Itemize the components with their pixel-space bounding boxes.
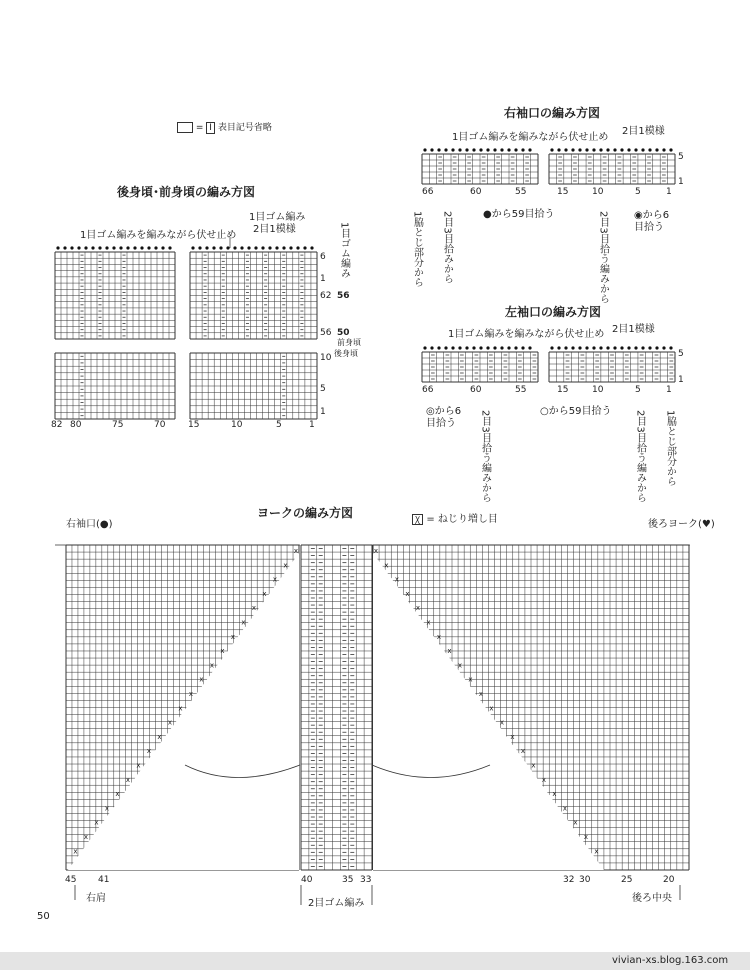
yoke-twist-increase-icon: x: [251, 604, 257, 613]
yoke-twist-increase-icon: x: [541, 775, 547, 784]
body-bindoff-dot: [191, 246, 194, 249]
right-cuff-dot: [599, 148, 602, 151]
body-bindoff-dot: [205, 246, 208, 249]
right-cuff-note-side: 1脇とじ部分から: [411, 211, 423, 288]
left-cuff-col-10: 10: [592, 385, 604, 395]
body-bindoff-dot: [261, 246, 264, 249]
body-col-70: 70: [154, 420, 166, 430]
body-bindoff-dot: [133, 246, 136, 249]
yoke-twist-increase-icon: x: [384, 561, 389, 570]
right-cuff-dot: [641, 148, 644, 151]
left-cuff-dot: [550, 346, 553, 349]
body-bindoff-dot: [282, 246, 285, 249]
right-cuff-dot: [606, 148, 609, 151]
yoke-twist-increase-icon: x: [552, 790, 557, 799]
yoke-twist-increase-icon: x: [220, 647, 225, 656]
body-bindoff-dot: [296, 246, 299, 249]
legend-equals: =: [195, 123, 204, 133]
left-cuff-dot: [669, 346, 672, 349]
left-cuff-col-66: 66: [422, 385, 434, 395]
body-bindoff-dot: [63, 246, 66, 249]
right-cuff-title: 右袖口の編み方図: [504, 106, 601, 120]
left-cuff-dot: [599, 346, 602, 349]
body-bindoff-dot: [275, 246, 278, 249]
left-cuff-dot: [655, 346, 658, 349]
body-bindoff-dot: [240, 246, 243, 249]
yoke-twist-increase-icon: x: [199, 675, 204, 684]
left-cuff-col-15: 15: [557, 385, 569, 395]
left-cuff-note-6: ◎から6目拾う: [426, 406, 462, 429]
yoke-twist-increase-icon: x: [209, 661, 215, 670]
left-cuff-pattern: 2目1模様: [612, 324, 655, 335]
yoke-twist-increase-icon: x: [125, 775, 131, 784]
yoke-legend-text: = ねじり増し目: [426, 514, 498, 525]
body-bindoff-dot: [98, 246, 101, 249]
yoke-twist-increase-icon: x: [146, 747, 152, 756]
body-col-5: 5: [276, 420, 282, 430]
left-cuff-dot: [662, 346, 665, 349]
body-bindoff-dot: [219, 246, 222, 249]
left-cuff-dot: [458, 346, 461, 349]
body-bindoff-dot: [77, 246, 80, 249]
right-cuff-col-10: 10: [592, 187, 604, 197]
yoke-twist-increase-icon: x: [573, 818, 578, 827]
yoke-twist-increase-icon: x: [262, 589, 267, 598]
yoke-twist-increase-icon: x: [241, 618, 246, 627]
body-bindoff-label: 1目ゴム編みを編みながら伏せ止め: [80, 230, 237, 241]
yoke-twist-increase-icon: x: [157, 732, 162, 741]
left-cuff-dot: [585, 346, 588, 349]
yoke-col-25: 25: [621, 875, 633, 885]
right-cuff-row-5: 5: [678, 152, 684, 162]
right-cuff-col-1: 1: [666, 187, 672, 197]
right-cuff-dot: [557, 148, 560, 151]
yoke-col-35: 35: [342, 875, 354, 885]
yoke-twist-increase-icon: x: [468, 675, 473, 684]
body-chart-title: 後身頃･前身頃の編み方図: [117, 185, 256, 199]
left-cuff-dot: [571, 346, 574, 349]
left-cuff-dot: [507, 346, 510, 349]
yoke-twist-increase-icon: x: [531, 761, 536, 770]
yoke-twist-increase-icon: x: [489, 704, 494, 713]
yoke-shoulder-label: 右肩: [86, 893, 106, 904]
left-cuff-dot: [465, 346, 468, 349]
yoke-twist-increase-icon: x: [457, 661, 463, 670]
right-cuff-note-pickup-right: 2目3目拾う編みから: [597, 211, 609, 304]
right-cuff-dot: [571, 148, 574, 151]
left-cuff-bindoff: 1目ゴム編みを編みながら伏せ止め: [448, 329, 605, 340]
body-bindoff-dot: [247, 246, 250, 249]
right-cuff-dot: [444, 148, 447, 151]
left-cuff-dot: [592, 346, 595, 349]
yoke-col-32: 32: [563, 875, 575, 885]
right-cuff-dot: [451, 148, 454, 151]
body-bindoff-dot: [105, 246, 108, 249]
yoke-col-40: 40: [301, 875, 313, 885]
body-bindoff-dot: [91, 246, 94, 249]
left-cuff-dot: [514, 346, 517, 349]
right-cuff-dot: [550, 148, 553, 151]
yoke-twist-increase-icon: x: [94, 818, 99, 827]
yoke-twist-increase-icon: x: [447, 647, 452, 656]
right-cuff-pattern: 2目1模様: [622, 126, 665, 137]
left-cuff-dot: [479, 346, 482, 349]
body-bindoff-dot: [168, 246, 171, 249]
body-grid-left-top: [55, 252, 175, 339]
right-cuff-dot: [465, 148, 468, 151]
left-cuff-note-pickup-right: 2目3目拾う編みから: [634, 410, 646, 503]
yoke-twist-increase-icon: x: [562, 804, 568, 813]
body-bindoff-dot: [119, 246, 122, 249]
yoke-twist-increase-icon: x: [499, 718, 505, 727]
right-cuff-note-6: ◉から6目拾う: [634, 210, 670, 233]
yoke-twist-increase-icon: x: [510, 732, 515, 741]
body-row-50: 50: [337, 328, 350, 338]
body-pattern-rib-label: 1目ゴム編み: [249, 212, 306, 223]
right-cuff-dot: [458, 148, 461, 151]
yoke-back-center-label: 後ろ中央: [632, 893, 672, 904]
yoke-twist-increase-icon: x: [373, 547, 379, 555]
left-cuff-note-side: 1脇とじ部分から: [664, 410, 676, 487]
right-cuff-dot: [627, 148, 630, 151]
left-cuff-title: 左袖口の編み方図: [505, 305, 602, 319]
left-cuff-dot: [613, 346, 616, 349]
yoke-col-41: 41: [98, 875, 110, 885]
body-right-vertical-label: 1目ゴム編み: [338, 222, 350, 279]
right-cuff-row-1: 1: [678, 177, 684, 187]
right-cuff-note-pickup-left: 2目3目拾みから: [441, 211, 453, 284]
yoke-twist-increase-icon: x: [136, 761, 141, 770]
right-cuff-dot: [564, 148, 567, 151]
body-bindoff-dot: [289, 246, 292, 249]
yoke-twist-increase-icon: x: [167, 718, 173, 727]
body-row-62: 62: [320, 291, 332, 301]
body-grid-right-top: [190, 252, 317, 339]
left-cuff-dot: [528, 346, 531, 349]
yoke-col-33: 33: [360, 875, 372, 885]
right-cuff-col-55: 55: [515, 187, 527, 197]
right-cuff-dot: [585, 148, 588, 151]
right-cuff-dot: [521, 148, 524, 151]
page-number: 50: [37, 911, 50, 922]
left-cuff-dot: [641, 346, 644, 349]
left-cuff-dot: [648, 346, 651, 349]
left-cuff-dot: [578, 346, 581, 349]
body-row-56-bold: 56: [337, 291, 350, 301]
right-cuff-dot: [514, 148, 517, 151]
body-front-label: 前身頃: [337, 338, 361, 347]
left-cuff-dot: [451, 346, 454, 349]
yoke-twist-increase-icon: x: [478, 690, 484, 698]
body-bindoff-dot: [212, 246, 215, 249]
body-col-75: 75: [112, 420, 124, 430]
yoke-twist-increase-icon: x: [405, 589, 410, 598]
watermark: vivian-xs.blog.163.com: [612, 955, 729, 966]
left-cuff-note-59: ○から59目拾う: [540, 406, 612, 417]
left-cuff-dot: [564, 346, 567, 349]
right-cuff-dot: [578, 148, 581, 151]
left-cuff-col-55: 55: [515, 385, 527, 395]
body-row-10: 10: [320, 353, 332, 363]
right-cuff-dot: [634, 148, 637, 151]
yoke-legend-twist-icon: Ꭓ: [412, 514, 423, 525]
body-grid-left-bottom: [55, 353, 175, 419]
body-bindoff-dot: [303, 246, 306, 249]
body-bindoff-dot: [268, 246, 271, 249]
right-cuff-dot: [500, 148, 503, 151]
left-cuff-dot: [634, 346, 637, 349]
left-cuff-row-5: 5: [678, 349, 684, 359]
yoke-col-45: 45: [65, 875, 77, 885]
yoke-twist-increase-icon: x: [394, 575, 400, 584]
right-cuff-dot: [437, 148, 440, 151]
body-bindoff-dot: [254, 246, 257, 249]
yoke-twist-increase-icon: x: [178, 704, 183, 713]
body-bindoff-dot: [126, 246, 129, 249]
yoke-twist-increase-icon: x: [520, 747, 526, 756]
body-pattern-repeat-label: 2目1模様: [253, 224, 296, 235]
yoke-left-blank-area: [68, 553, 299, 870]
left-cuff-dot: [521, 346, 524, 349]
right-cuff-note-59: ●から59目拾う: [483, 209, 555, 220]
right-cuff-dot: [507, 148, 510, 151]
body-bindoff-dot: [140, 246, 143, 249]
body-bindoff-dot: [233, 246, 236, 249]
body-col-80: 80: [70, 420, 82, 430]
left-cuff-dot: [493, 346, 496, 349]
legend-text: 表目記号省略: [217, 123, 272, 133]
yoke-twist-increase-icon: x: [115, 790, 120, 799]
right-cuff-dot: [592, 148, 595, 151]
yoke-twist-increase-icon: x: [83, 833, 89, 841]
yoke-twist-increase-icon: x: [415, 604, 421, 613]
left-cuff-dot: [472, 346, 475, 349]
body-col-82: 82: [51, 420, 63, 430]
body-row-6: 6: [320, 252, 326, 262]
body-row-1a: 1: [320, 274, 326, 284]
yoke-col-30: 30: [579, 875, 591, 885]
left-cuff-col-60: 60: [470, 385, 482, 395]
right-cuff-dot: [486, 148, 489, 151]
right-cuff-col-60: 60: [470, 187, 482, 197]
left-cuff-dot: [627, 346, 630, 349]
right-cuff-dot: [620, 148, 623, 151]
right-cuff-dot: [472, 148, 475, 151]
yoke-right-label: 後ろヨーク(♥): [648, 519, 715, 530]
body-bindoff-dot: [161, 246, 164, 249]
body-row-5: 5: [320, 384, 326, 394]
left-cuff-dot: [620, 346, 623, 349]
left-cuff-dot: [423, 346, 426, 349]
yoke-twist-increase-icon: x: [293, 547, 299, 555]
body-bindoff-dot: [198, 246, 201, 249]
body-bindoff-dot: [154, 246, 157, 249]
body-grid-right-bottom: [190, 353, 317, 419]
left-cuff-col-1: 1: [666, 385, 672, 395]
body-row-56: 56: [320, 328, 332, 338]
yoke-twist-increase-icon: x: [104, 804, 110, 813]
body-col-15: 15: [188, 420, 200, 430]
body-bindoff-dot: [147, 246, 150, 249]
right-cuff-dot: [662, 148, 665, 151]
body-bindoff-dot: [70, 246, 73, 249]
body-col-1: 1: [309, 420, 315, 430]
left-cuff-row-1: 1: [678, 375, 684, 385]
left-cuff-dot: [557, 346, 560, 349]
yoke-twist-increase-icon: x: [230, 632, 236, 641]
left-cuff-dot: [606, 346, 609, 349]
right-cuff-dot: [655, 148, 658, 151]
body-bindoff-dot: [84, 246, 87, 249]
left-cuff-col-5: 5: [635, 385, 641, 395]
left-cuff-note-pickup-left: 2目3目拾う編みから: [479, 410, 491, 503]
left-cuff-dot: [500, 346, 503, 349]
left-cuff-dot: [444, 346, 447, 349]
left-cuff-dot: [486, 346, 489, 349]
right-cuff-grid-right: [549, 154, 675, 184]
legend-knit-symbol: Ⅰ: [206, 122, 215, 134]
body-bindoff-dot: [226, 246, 229, 249]
left-cuff-dot: [437, 346, 440, 349]
yoke-twist-increase-icon: x: [594, 847, 599, 856]
right-cuff-dot: [528, 148, 531, 151]
yoke-left-label: 右袖口(●): [66, 519, 113, 530]
right-cuff-bindoff: 1目ゴム編みを編みながら伏せ止め: [452, 132, 609, 143]
yoke-twist-increase-icon: x: [436, 632, 442, 641]
right-cuff-dot: [648, 148, 651, 151]
right-cuff-dot: [423, 148, 426, 151]
body-bindoff-dot: [310, 246, 313, 249]
yoke-twist-increase-icon: x: [583, 833, 589, 841]
yoke-twist-increase-icon: x: [426, 618, 431, 627]
body-row-1b: 1: [320, 407, 326, 417]
right-cuff-col-5: 5: [635, 187, 641, 197]
yoke-twist-increase-icon: x: [283, 561, 288, 570]
yoke-twist-increase-icon: x: [73, 847, 78, 856]
yoke-rib-label: 2目ゴム編み: [308, 898, 365, 909]
body-col-10: 10: [231, 420, 243, 430]
yoke-twist-increase-icon: x: [188, 690, 194, 698]
body-back-label: 後身頃: [334, 349, 358, 358]
right-cuff-col-15: 15: [557, 187, 569, 197]
left-cuff-dot: [430, 346, 433, 349]
yoke-col-20: 20: [663, 875, 675, 885]
right-cuff-col-66: 66: [422, 187, 434, 197]
yoke-twist-increase-icon: x: [272, 575, 278, 584]
right-cuff-dot: [479, 148, 482, 151]
right-cuff-dot: [613, 148, 616, 151]
body-bindoff-dot: [112, 246, 115, 249]
yoke-grid-center: [301, 545, 372, 870]
right-cuff-dot: [430, 148, 433, 151]
right-cuff-dot: [493, 148, 496, 151]
yoke-title: ヨークの編み方図: [257, 506, 354, 520]
body-bindoff-dot: [56, 246, 59, 249]
right-cuff-dot: [669, 148, 672, 151]
